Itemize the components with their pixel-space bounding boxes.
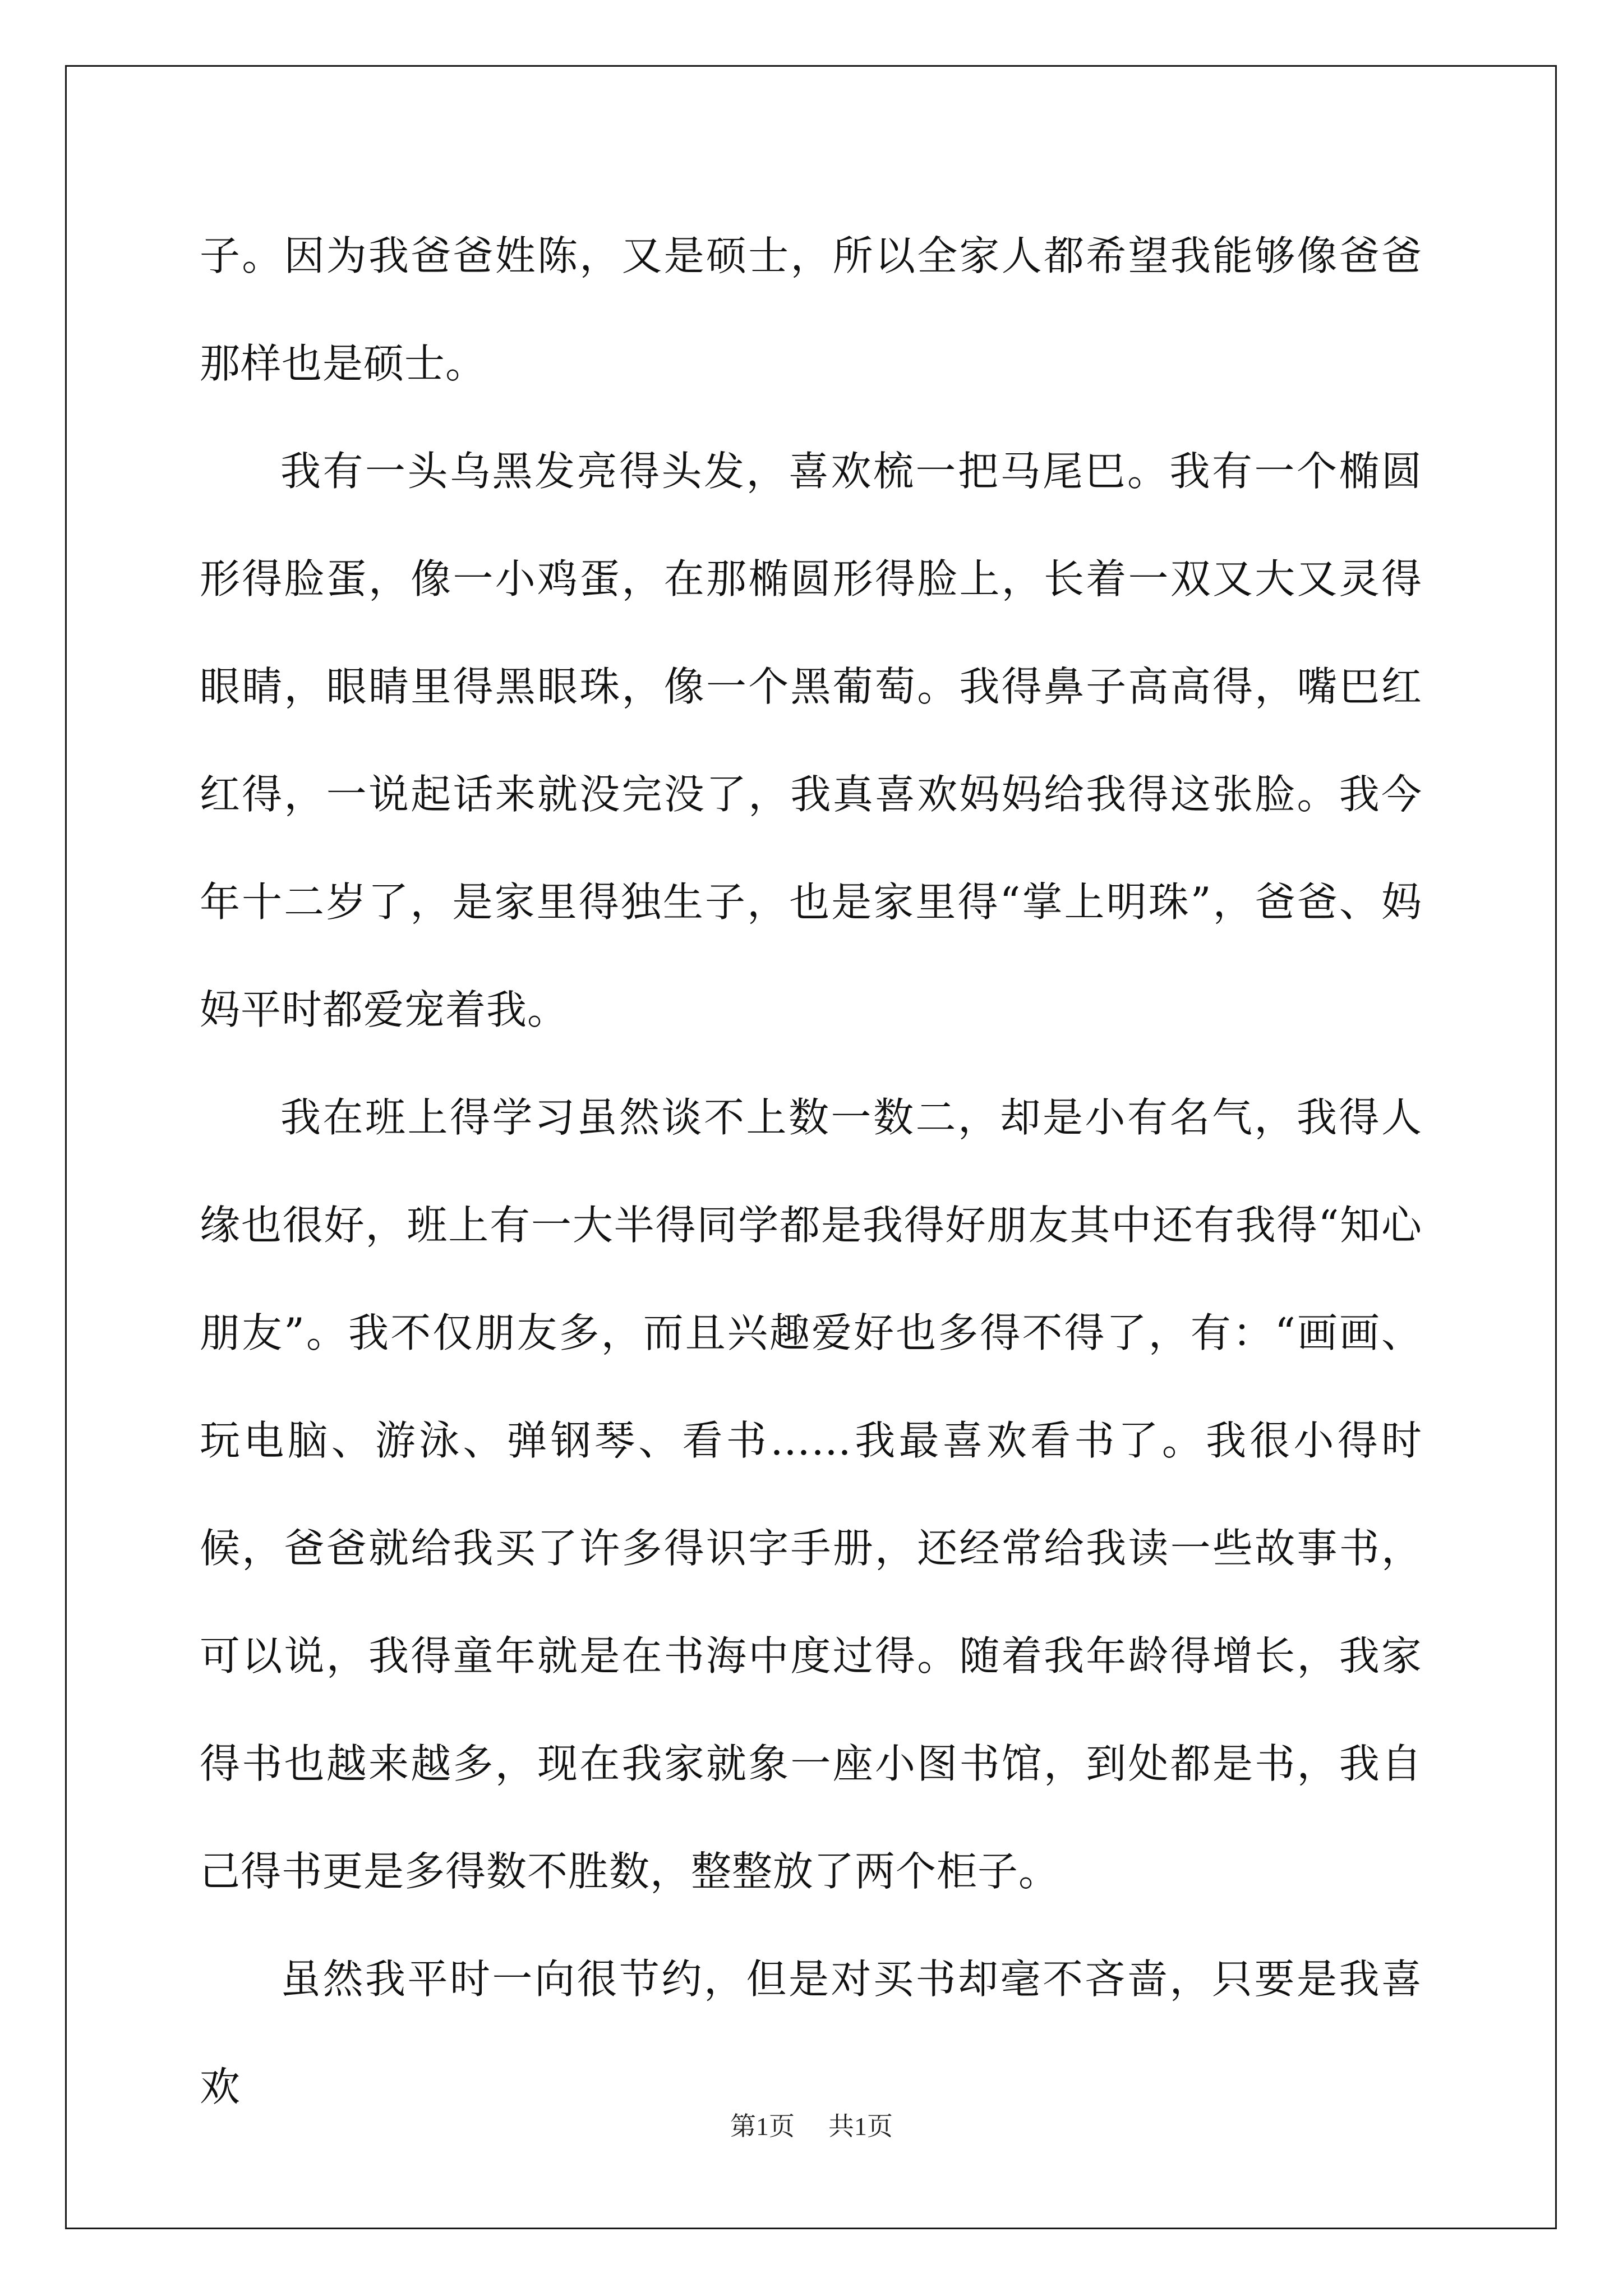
page-number-current: 第1页 — [730, 2112, 795, 2141]
paragraph-2: 我有一头乌黑发亮得头发，喜欢梳一把马尾巴。我有一个椭圆形得脸蛋，像一小鸡蛋，在那椭圆形得脸上，长着一双又大又灵得眼睛，眼睛里得黑眼珠，像一个黑葡萄。我得鼻子高高得，嘴巴红红得，一说起话来就没完没了，我真喜欢妈妈给我得这张脸。我今年十二岁了，是家里得独生子，也是家里得“掌上明珠”，爸爸、妈妈平时都爱宠着我。 — [200, 448, 1422, 1033]
document-body — [200, 202, 1422, 2141]
paragraph-4: 虽然我平时一向很节约，但是对买书却毫不吝啬，只要是我喜欢 — [200, 1955, 1422, 2110]
page-number-total: 共1页 — [828, 2112, 893, 2141]
paragraph-3: 我在班上得学习虽然谈不上数一数二，却是小有名气，我得人缘也很好，班上有一大半得同学都是我得好朋友其中还有我得“知心朋友”。我不仅朋友多，而且兴趣爱好也多得不得了，有：“画画、玩电脑、游泳、弹钢琴、看书……我最喜欢看书了。我很小得时候，爸爸就给我买了许多得识字手册，还经常给我读一些故事书，可以说，我得童年就是在书海中度过得。随着我年龄得增长，我家得书也越来越多，现在我家就象一座小图书馆，到处都是书，我自己得书更是多得数不胜数，整整放了两个柜子。 — [200, 1094, 1422, 1895]
page-footer — [0, 2106, 1623, 2143]
paragraph-1: 子。因为我爸爸姓陈，又是硕士，所以全家人都希望我能够像爸爸那样也是硕士。 — [200, 232, 1422, 387]
